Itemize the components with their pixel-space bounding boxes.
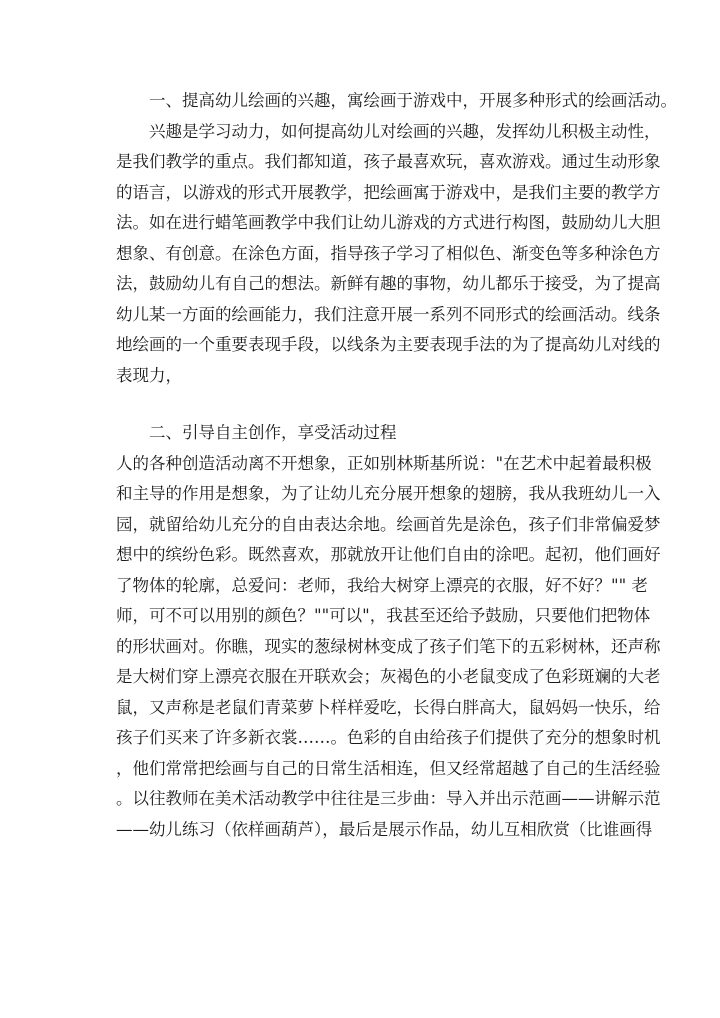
- paragraph-line: 。以往教师在美术活动教学中往往是三步曲：导入并出示范画——讲解示范: [116, 789, 661, 808]
- paragraph-line: ，他们常常把绘画与自己的日常生活相连，但又经常超越了自己的生活经验: [116, 758, 661, 778]
- paragraph-line: 和主导的作用是想象，为了让幼儿充分展开想象的翅膀，我从我班幼儿一入: [116, 484, 661, 503]
- paragraph-line: 想象、有创意。在涂色方面，指导孩子学习了相似色、渐变色等多种涂色方: [116, 243, 661, 263]
- paragraph-line: 是大树们穿上漂亮衣服在开联欢会；灰褐色的小老鼠变成了色彩斑斓的大老: [116, 667, 661, 686]
- paragraph-line: 孩子们买来了许多新衣裳……。色彩的自由给孩子们提供了充分的想象时机: [116, 728, 661, 747]
- section-two-heading: 二、引导自主创作，享受活动过程: [149, 423, 397, 442]
- paragraph-line: 了物体的轮廓，总爱问：老师，我给大树穿上漂亮的衣服，好不好？"" 老: [116, 575, 648, 595]
- paragraph-line: 的形状画对。你瞧，现实的葱绿树林变成了孩子们笔下的五彩树林，还声称: [116, 636, 661, 656]
- paragraph-line: 兴趣是学习动力，如何提高幼儿对绘画的兴趣，发挥幼儿积极主动性，: [149, 121, 661, 141]
- paragraph-line: 法，鼓励幼儿有自己的想法。新鲜有趣的事物，幼儿都乐于接受，为了提高: [116, 274, 661, 293]
- paragraph-line: 表现力，: [116, 365, 182, 385]
- paragraph-line: 鼠，又声称是老鼠们青菜萝卜样样爱吃，长得白胖高大，鼠妈妈一快乐，给: [116, 697, 661, 717]
- paragraph-line: 幼儿某一方面的绘画能力，我们注意开展一系列不同形式的绘画活动。线条: [116, 304, 661, 324]
- paragraph-line: 的语言，以游戏的形式开展教学，把绘画寓于游戏中，是我们主要的教学方: [116, 182, 661, 202]
- paragraph-line: 法。如在进行蜡笔画教学中我们让幼儿游戏的方式进行构图，鼓励幼儿大胆: [116, 213, 661, 232]
- paragraph-line: 师，可不可以用别的颜色？""可以"，我甚至还给予鼓励，只要他们把物体: [116, 606, 651, 625]
- paragraph-line: 地绘画的一个重要表现手段，以线条为主要表现手法的为了提高幼儿对线的: [116, 335, 661, 354]
- section-one-heading: 一、提高幼儿绘画的兴趣，寓绘画于游戏中，开展多种形式的绘画活动。: [149, 91, 677, 110]
- section-one: [116, 86, 677, 391]
- paragraph-line: ——幼儿练习（依样画葫芦），最后是展示作品，幼儿互相欣赏（比谁画得: [116, 819, 653, 839]
- paragraph-line: 是我们教学的重点。我们都知道，孩子最喜欢玩，喜欢游戏。通过生动形象: [116, 152, 661, 171]
- paragraph-line: 园，就留给幼儿充分的自由表达余地。绘画首先是涂色，孩子们非常偏爱梦: [116, 514, 661, 534]
- paragraph-line: 想中的缤纷色彩。既然喜欢，那就放开让他们自由的涂吧。起初，他们画好: [116, 545, 661, 564]
- paragraph-line: 人的各种创造活动离不开想象，正如别林斯基所说："在艺术中起着最积极: [116, 453, 652, 473]
- section-two: [116, 418, 661, 845]
